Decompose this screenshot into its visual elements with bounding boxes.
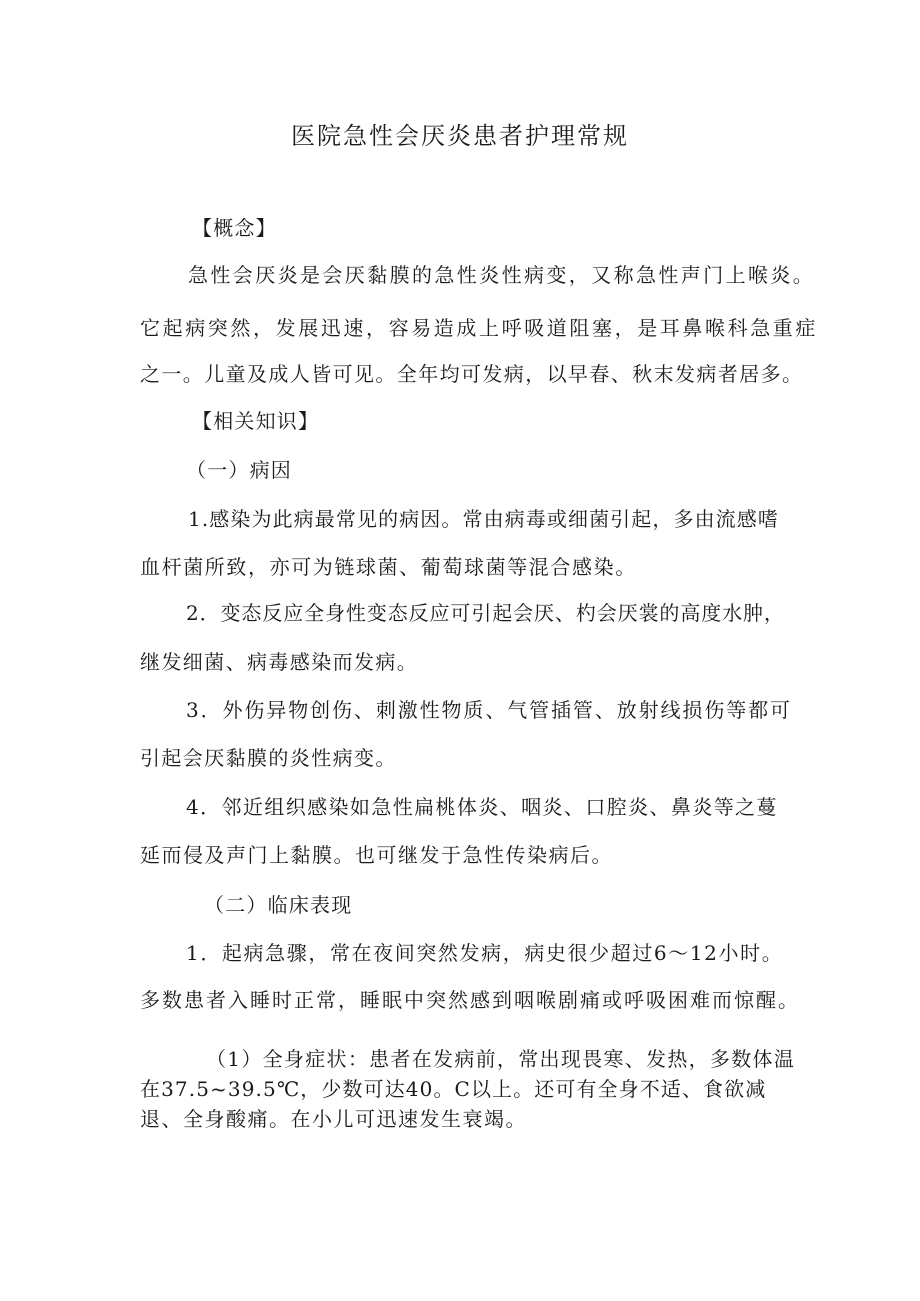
list-item-line: 1．起病急骤，常在夜间突然发病，病史很少超过6～12小时。	[186, 941, 784, 965]
list-item-line: 继发细菌、病毒感染而发病。	[140, 650, 419, 674]
paragraph-line: 它起病突然，发展迅速，容易造成上呼吸道阻塞，是耳鼻喉科急重症	[140, 316, 818, 340]
sub-item-line: 在37.5~39.5℃，少数可达40。C以上。还可有全身不适、食欲减	[140, 1077, 767, 1101]
concept-heading: 【概念】	[192, 216, 277, 240]
paragraph-line: 急性会厌炎是会厌黏膜的急性炎性病变，又称急性声门上喉炎。	[188, 263, 816, 287]
section-heading-etiology: （一）病因	[186, 458, 292, 482]
list-item-line: 2．变态反应全身性变态反应可引起会厌、杓会厌裳的高度水肿，	[186, 601, 785, 625]
list-item-line: 血杆菌所致，亦可为链球菌、葡萄球菌等混合感染。	[140, 555, 637, 579]
list-item-line: 引起会厌黏膜的炎性病变。	[140, 746, 397, 770]
list-item-line: 3．外伤异物创伤、刺激性物质、气管插管、放射线损伤等都可	[186, 698, 792, 722]
paragraph-line: 之一。儿童及成人皆可见。全年均可发病，以早春、秋末发病者居多。	[140, 362, 804, 386]
list-item-line: 4．邻近组织感染如急性扁桃体炎、咽炎、口腔炎、鼻炎等之蔓	[186, 795, 778, 819]
sub-item-line: 退、全身酸痛。在小儿可迅速发生衰竭。	[140, 1107, 527, 1131]
section-heading-clinical: （二）临床表现	[204, 893, 353, 917]
knowledge-heading: 【相关知识】	[192, 409, 320, 433]
list-item-line: 延而侵及声门上黏膜。也可继发于急性传染病后。	[140, 843, 613, 867]
document-title: 医院急性会厌炎患者护理常规	[291, 122, 629, 150]
sub-item-line: （1）全身症状：患者在发病前，常出现畏寒、发热，多数体温	[206, 1047, 796, 1071]
list-item-line: 多数患者入睡时正常，睡眠中突然感到咽喉剧痛或呼吸困难而惊醒。	[140, 988, 800, 1012]
list-item-line: 1.感染为此病最常见的病因。常由病毒或细菌引起，多由流感嗜	[188, 507, 779, 531]
